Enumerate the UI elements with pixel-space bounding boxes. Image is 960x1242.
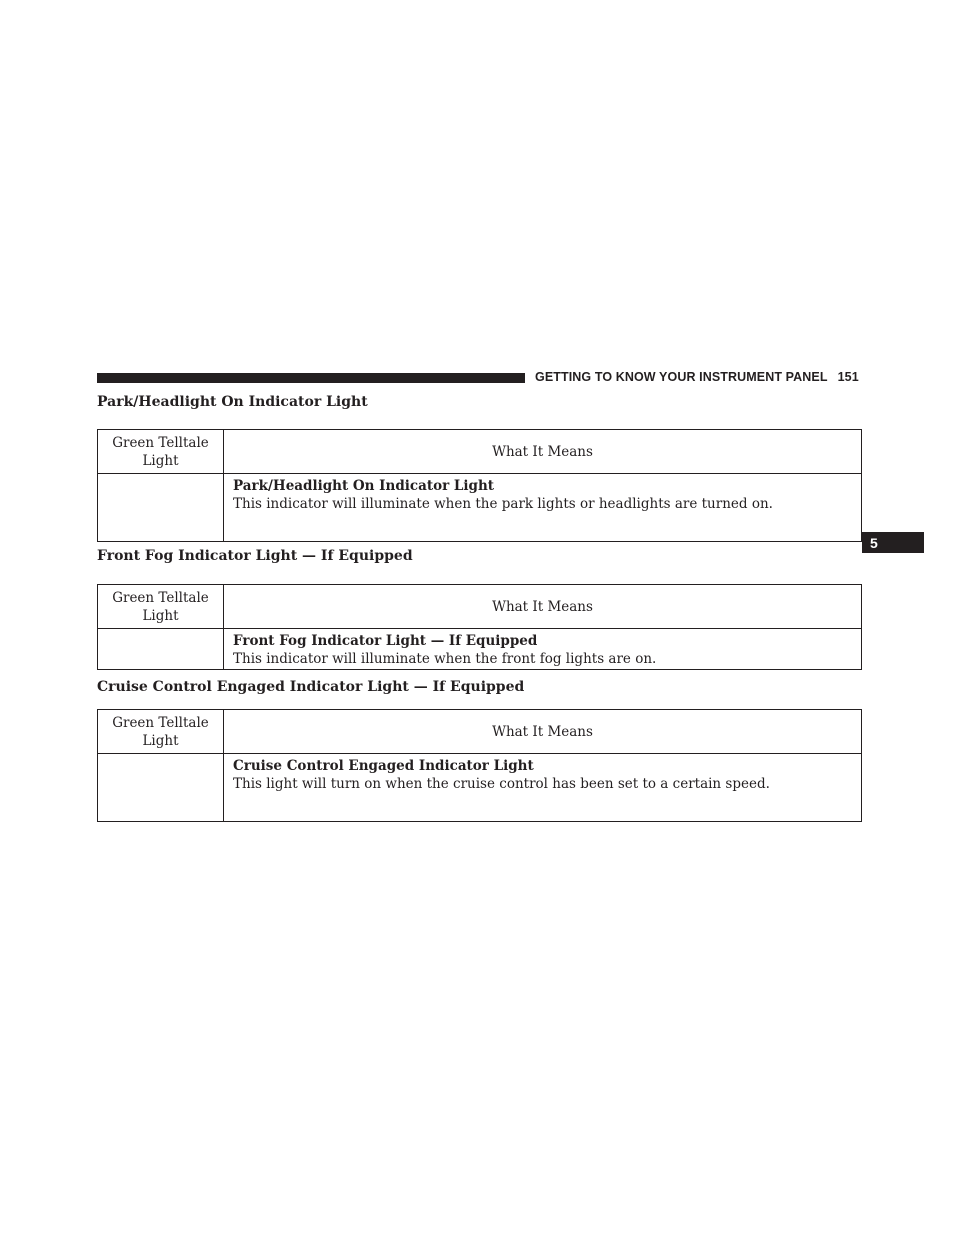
telltale-icon-cell	[98, 629, 224, 670]
col-header-telltale: Green Telltale Light	[98, 585, 224, 629]
row-title: Cruise Control Engaged Indicator Light	[233, 758, 534, 774]
meaning-cell	[224, 629, 862, 670]
telltale-table	[97, 709, 862, 822]
telltale-icon-cell	[98, 754, 224, 822]
row-text: This light will turn on when the cruise control has been set to a certain speed.	[233, 776, 770, 792]
col-header-meaning: What It Means	[224, 430, 862, 474]
col-header-meaning: What It Means	[224, 710, 862, 754]
section-title: Front Fog Indicator Light — If Equipped	[97, 548, 413, 564]
section-title: Park/Headlight On Indicator Light	[97, 394, 368, 410]
row-text: This indicator will illuminate when the park lights or headlights are turned on.	[233, 496, 773, 512]
telltale-table	[97, 584, 862, 670]
col-header-telltale: Green Telltale Light	[98, 710, 224, 754]
telltale-icon-cell	[98, 474, 224, 542]
chapter-tab: 5	[862, 532, 924, 553]
col-header-telltale: Green Telltale Light	[98, 430, 224, 474]
row-text: This indicator will illuminate when the front fog lights are on.	[233, 651, 657, 667]
page-number: 151	[837, 370, 859, 384]
row-title: Front Fog Indicator Light — If Equipped	[233, 633, 538, 649]
running-header	[535, 370, 859, 384]
section-title: Cruise Control Engaged Indicator Light — If Equipped	[97, 679, 525, 695]
telltale-table	[97, 429, 862, 542]
meaning-cell	[224, 474, 862, 542]
running-header-title: GETTING TO KNOW YOUR INSTRUMENT PANEL	[535, 370, 828, 384]
row-title: Park/Headlight On Indicator Light	[233, 478, 495, 494]
header-rule	[97, 373, 525, 383]
meaning-cell	[224, 754, 862, 822]
col-header-meaning: What It Means	[224, 585, 862, 629]
